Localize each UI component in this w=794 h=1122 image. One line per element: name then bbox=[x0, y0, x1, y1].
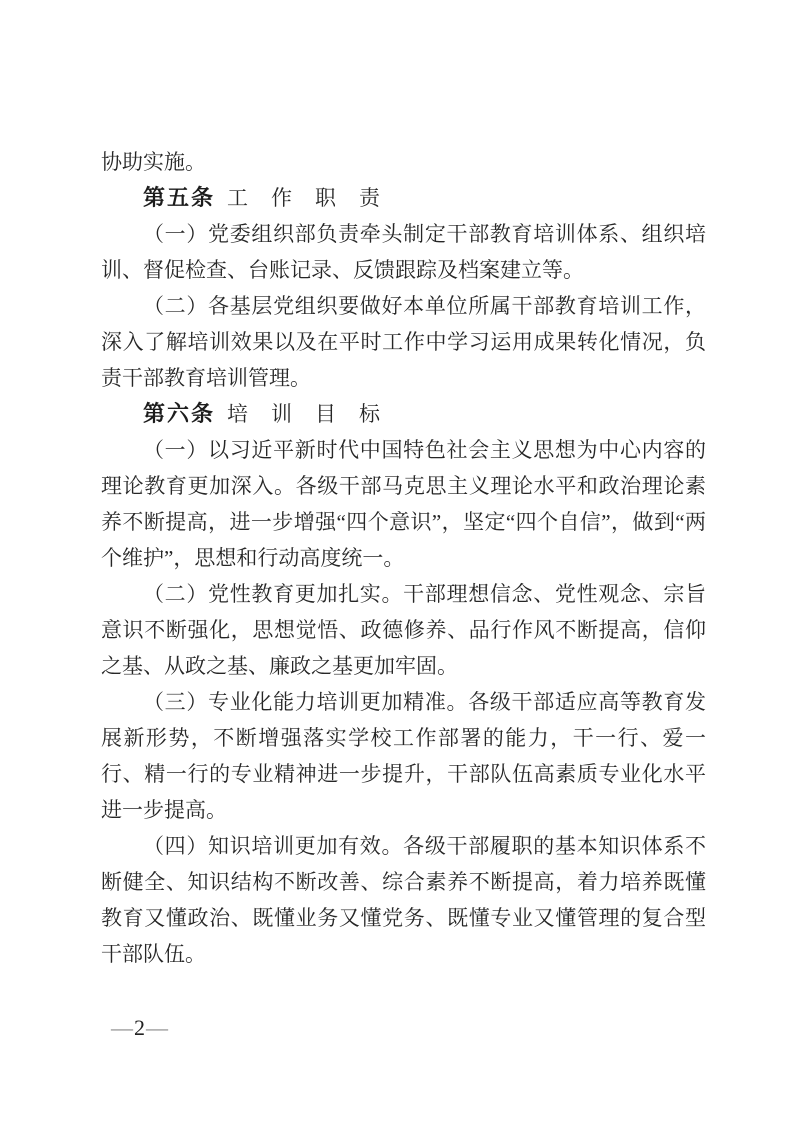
body-paragraph: （四）知识培训更加有效。各级干部履职的基本知识体系不断健全、知识结构不断改善、综合素养不断提高，着力培养既懂教育又懂政治、既懂业务又懂党务、既懂专业又懂管理的复合型干部队伍。 bbox=[101, 834, 706, 966]
page-number-footer bbox=[111, 1013, 168, 1043]
footer-dash-left: — bbox=[111, 1015, 133, 1040]
article-heading-label: 第六条 bbox=[143, 401, 216, 426]
body-paragraph: （三）专业化能力培训更加精准。各级干部适应高等教育发展新形势，不断增强落实学校工作部署的能力，干一行、爱一行、精一行的专业精神进一步提升，干部队伍高素质专业化水平进一步提高。 bbox=[101, 690, 706, 822]
body-paragraph: （二）党性教育更加扎实。干部理想信念、党性观念、宗旨意识不断强化，思想觉悟、政德修养、品行作风不断提高，信仰之基、从政之基、廉政之基更加牢固。 bbox=[101, 582, 706, 678]
article-heading-label: 第五条 bbox=[143, 185, 216, 210]
body-paragraph: （二）各基层党组织要做好本单位所属干部教育培训工作，深入了解培训效果以及在平时工作中学习运用成果转化情况，负责干部教育培训管理。 bbox=[101, 294, 706, 390]
article-heading bbox=[101, 396, 706, 432]
body-paragraph: （一）以习近平新时代中国特色社会主义思想为中心内容的理论教育更加深入。各级干部马克思主义理论水平和政治理论素养不断提高，进一步增强“四个意识”，坚定“四个自信”，做到“两个维护”，思想和行动高度统一。 bbox=[101, 438, 706, 570]
article-heading-title: 工作职责 bbox=[227, 186, 404, 210]
document-body bbox=[101, 144, 706, 972]
article-heading bbox=[101, 180, 706, 216]
article-heading-title: 培训目标 bbox=[227, 402, 404, 426]
footer-page-number: 2 bbox=[134, 1015, 145, 1040]
footer-dash-right: — bbox=[146, 1015, 168, 1040]
continuation-paragraph: 协助实施。 bbox=[101, 150, 206, 174]
body-paragraph: （一）党委组织部负责牵头制定干部教育培训体系、组织培训、督促检查、台账记录、反馈跟踪及档案建立等。 bbox=[101, 222, 706, 282]
